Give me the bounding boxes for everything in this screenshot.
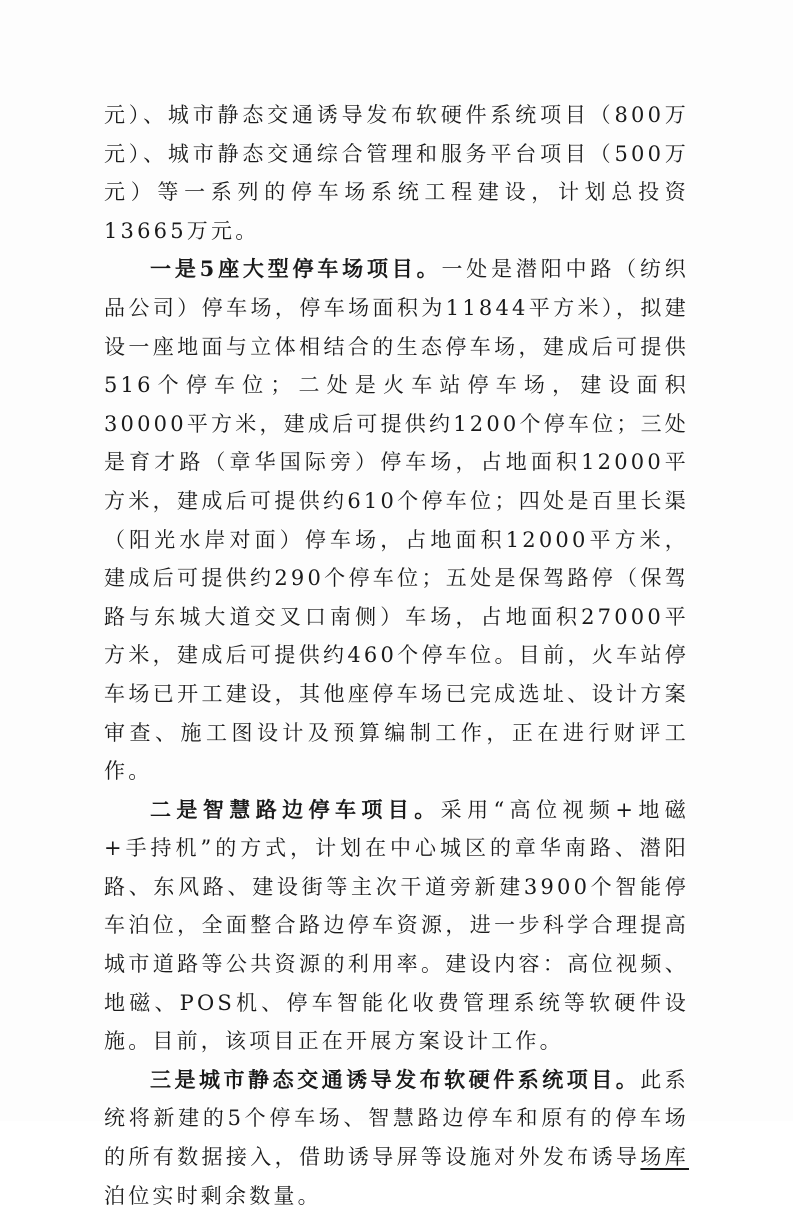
paragraph-guidance-system [104, 1061, 689, 1215]
paragraph-smart-roadside [104, 791, 689, 1061]
paragraph-smart-roadside-text: 采用“高位视频+地磁+手持机”的方式，计划在中心城区的章华南路、潜阳路、东风路、建设街等主次干道旁新建3900个智能停车泊位，全面整合路边停车资源，进一步科学合理提高城市道路等公共资源的利用率。建设内容：高位视频、地磁、POS机、停车智能化收费管理系统等软硬件设施。目前，该项目正在开展方案设计工作。 [104, 797, 689, 1054]
paragraph-smart-roadside-heading: 二是智慧路边停车项目。 [150, 796, 441, 822]
paragraph-guidance-system-text: 此系统将新建的5个停车场、智慧路边停车和原有的停车场的所有数据接入，借助诱导屏等设施对外发布诱导 [104, 1067, 689, 1170]
paragraph-parking-lots-heading: 一是5座大型停车场项目。 [150, 256, 442, 282]
paragraph-parking-lots-text: 一处是潜阳中路（纺织品公司）停车场，停车场面积为11844平方米），拟建设一座地面与立体相结合的生态停车场，建成后可提供516个停车位；二处是火车站停车场，建设面积30000平方米，建成后可提供约1200个停车位；三处是育才路（章华国际旁）停车场，占地面积12000平方米，建成后可提供约610个停车位；四处是百里长渠（阳光水岸对面）停车场，占地面积12000平方米，建成后可提供约290个停车位；五处是保驾路停（保驾路与东城大道交叉口南侧）车场，占地面积27000平方米，建成后可提供约460个停车位。目前，火车站停车场已开工建设，其他座停车场已完成选址、设计方案审查、施工图设计及预算编制工作，正在进行财评工作。 [104, 257, 690, 784]
paragraph-parking-lots [104, 250, 689, 790]
paragraph-intro-text: 元）、城市静态交通诱导发布软硬件系统项目（800万元）、城市静态交通综合管理和服务平台项目（500万元）等一系列的停车场系统工程建设，计划总投资13665万元。 [104, 103, 689, 243]
underlined-term: 场库 [640, 1145, 689, 1170]
paragraph-guidance-system-heading: 三是城市静态交通诱导发布软硬件系统项目。 [150, 1066, 641, 1092]
paragraph-guidance-system-tail: 泊位实时剩余数量。 [104, 1183, 322, 1208]
document-body [104, 96, 689, 1215]
paragraph-intro [104, 96, 689, 250]
